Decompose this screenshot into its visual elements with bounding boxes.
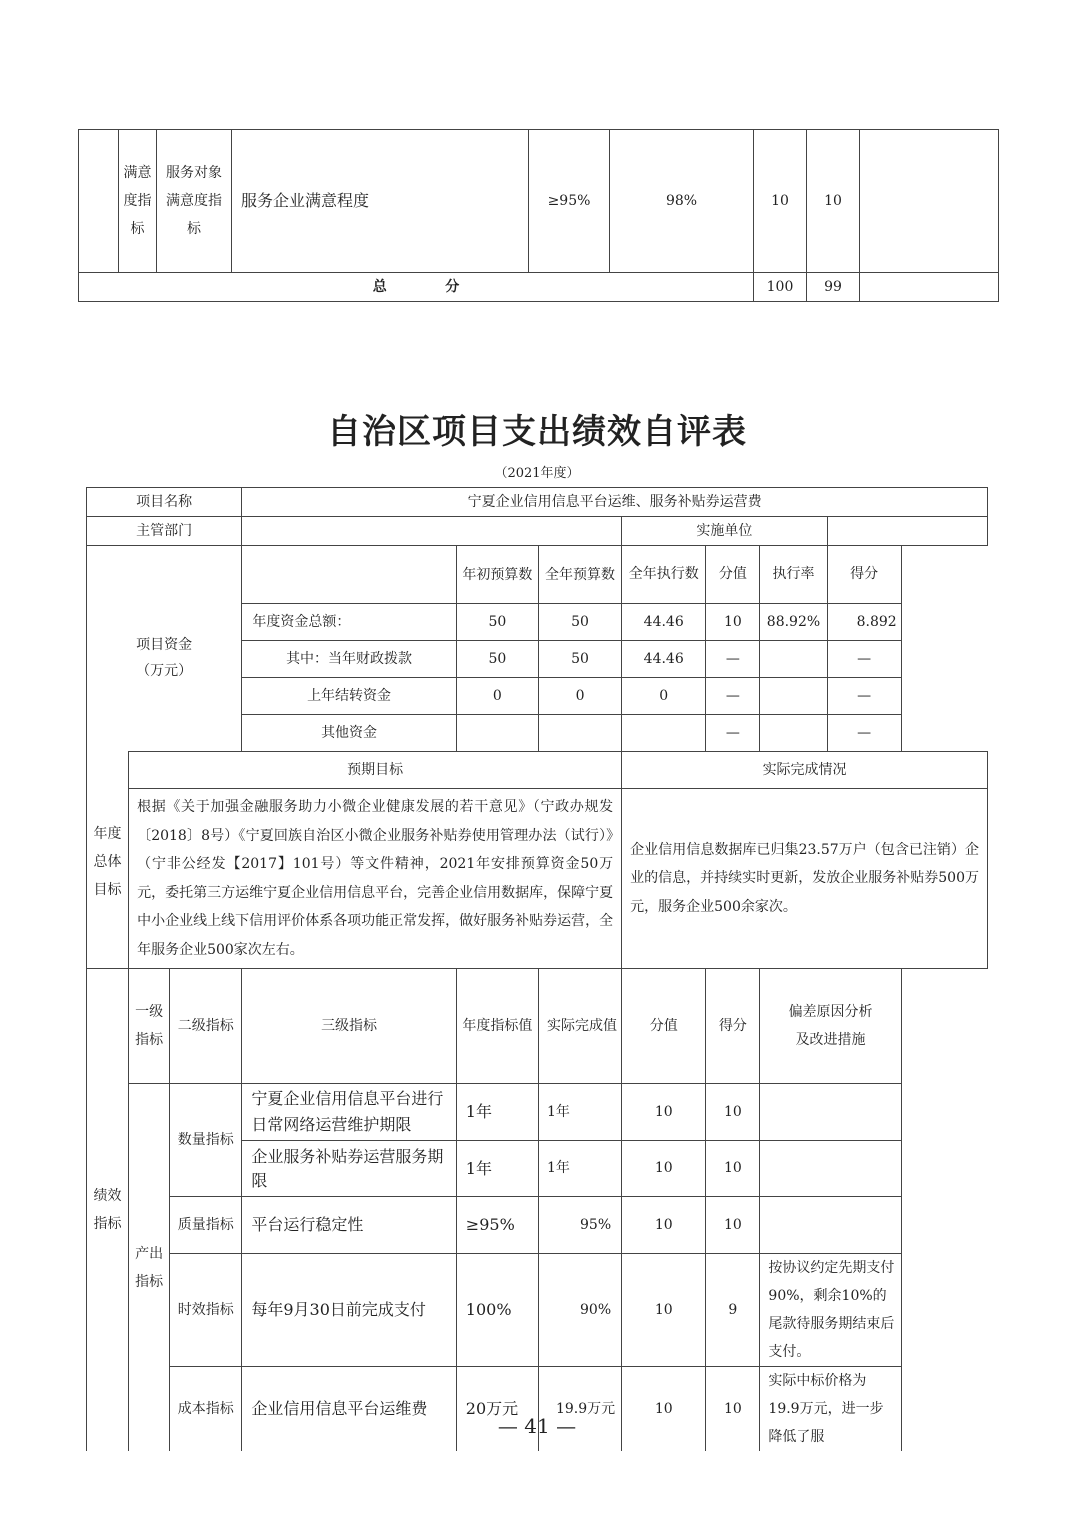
perf-row-indicator: 企业服务补贴券运营服务期限 [242, 1141, 456, 1197]
perf-row-reason [760, 1084, 901, 1141]
expected-goal-text: 根据《关于加强金融服务助力小微企业健康发展的若干意见》（宁政办规发〔2018〕8号）《宁夏回族自治区小微企业服务补贴券使用管理办法（试行）》（宁非公经发【2017】101号）等文件精神，2021年安排预算资金50万元，委托第三方运维宁夏企业信用信息平台，完善企业信用数据库，保障宁夏中小企业线上线下信用评价体系各项功能正常发挥，做好服务补贴券运营，全年服务企业500家次左右。 [129, 789, 622, 969]
perf-header-reason [760, 969, 901, 1084]
perf-row-actual: 1年 [538, 1141, 621, 1197]
perf-row-weight: 10 [622, 1367, 706, 1452]
score-value: 10 [807, 130, 860, 273]
perf-row-reason [760, 1197, 901, 1254]
perf-row-actual: 1年 [538, 1084, 621, 1141]
group-quality: 质量指标 [170, 1197, 242, 1254]
funds-row-weight: — [706, 715, 760, 752]
total-weight: 100 [754, 273, 807, 302]
perf-row-weight: 10 [622, 1254, 706, 1367]
perf-row-indicator: 每年9月30日前完成支付 [242, 1254, 456, 1367]
perf-header-level2: 二级指标 [170, 969, 242, 1084]
funds-row-executed: 44.46 [622, 641, 706, 678]
funds-row-full [538, 715, 621, 752]
perf-row-target: ≥95% [456, 1197, 538, 1254]
dept-value [242, 517, 622, 546]
group-timeliness: 时效指标 [170, 1254, 242, 1367]
page-number: — 41 — [497, 1414, 577, 1438]
funds-row-score: — [827, 678, 901, 715]
project-name-label: 项目名称 [87, 488, 242, 517]
perf-row-weight: 10 [622, 1084, 706, 1141]
page-title: 自治区项目支出绩效自评表 [327, 412, 747, 452]
level1-output: 产出指标 [129, 1084, 170, 1452]
perf-row-target: 1年 [456, 1141, 538, 1197]
actual-completion-text: 企业信用信息数据库已归集23.57万户（包含已注销）企业的信息，并持续实时更新，发放企业服务补贴券500万元，服务企业500余家次。 [622, 789, 988, 969]
funds-row-rate [760, 678, 827, 715]
funds-row-initial [456, 715, 538, 752]
target-value: ≥95% [529, 130, 610, 273]
funds-row-executed: 0 [622, 678, 706, 715]
funds-row-rate: 88.92% [760, 604, 827, 641]
funds-row-rate [760, 715, 827, 752]
perf-header-target: 年度指标值 [456, 969, 538, 1084]
funds-row-executed: 44.46 [622, 604, 706, 641]
perf-row-target: 20万元 [456, 1367, 538, 1452]
funds-header-initial: 年初预算数 [456, 546, 538, 604]
group-cost: 成本指标 [170, 1367, 242, 1452]
perf-row-indicator: 宁夏企业信用信息平台进行日常网络运营维护期限 [242, 1084, 456, 1141]
total-label: 总 分 [79, 273, 754, 302]
funds-row-label: 其他资金 [242, 715, 456, 752]
perf-row-actual: 95% [538, 1197, 621, 1254]
perf-header-reason-line1: 偏差原因分析 [788, 1004, 873, 1020]
funds-row-full: 50 [538, 604, 621, 641]
perf-header-weight: 分值 [622, 969, 706, 1084]
impl-unit-label: 实施单位 [622, 517, 827, 546]
level2-satisfaction: 服务对象满意度指标 [157, 130, 232, 273]
perf-row-reason [760, 1141, 901, 1197]
funds-row-initial: 50 [456, 604, 538, 641]
perf-row-indicator: 企业信用信息平台运维费 [242, 1367, 456, 1452]
blank-cell [79, 130, 119, 273]
funds-row-label: 上年结转资金 [242, 678, 456, 715]
group-quantity: 数量指标 [170, 1084, 242, 1197]
perf-row-target: 1年 [456, 1084, 538, 1141]
funds-header-blank [242, 546, 456, 604]
perf-row-weight: 10 [622, 1197, 706, 1254]
perf-row-reason: 实际中标价格为19.9万元，进一步降低了服 [760, 1367, 901, 1452]
evaluation-table [86, 487, 988, 1451]
funds-label [87, 546, 242, 752]
perf-header-reason-line2: 及改进措施 [795, 1032, 866, 1048]
funds-row-weight: — [706, 641, 760, 678]
weight-value: 10 [754, 130, 807, 273]
perf-row-actual: 19.9万元 [538, 1367, 621, 1452]
funds-row-score: — [827, 715, 901, 752]
dept-label: 主管部门 [87, 517, 242, 546]
perf-header-level1: 一级指标 [129, 969, 170, 1084]
funds-row-score: — [827, 641, 901, 678]
indicator-satisfaction: 服务企业满意程度 [232, 130, 529, 273]
project-name-value: 宁夏企业信用信息平台运维、服务补贴券运营费 [242, 488, 988, 517]
funds-header-executed: 全年执行数 [622, 546, 706, 604]
perf-row-score: 9 [706, 1254, 760, 1367]
funds-row-label: 年度资金总额： [242, 604, 456, 641]
level1-satisfaction: 满意度指标 [119, 130, 157, 273]
perf-row-reason: 按协议约定先期支付90%，剩余10%的尾款待服务期结束后支付。 [760, 1254, 901, 1367]
funds-row-rate [760, 641, 827, 678]
funds-header-weight: 分值 [706, 546, 760, 604]
funds-label-line1: 项目资金 [136, 636, 193, 653]
reason-cell [860, 130, 999, 273]
funds-row-label: 其中：当年财政拨款 [242, 641, 456, 678]
total-score: 99 [807, 273, 860, 302]
year-label: （2021年度） [494, 466, 580, 481]
expected-goal-header: 预期目标 [129, 752, 622, 789]
perf-row-target: 100% [456, 1254, 538, 1367]
perf-header-score: 得分 [706, 969, 760, 1084]
funds-row-weight: 10 [706, 604, 760, 641]
perf-row-weight: 10 [622, 1141, 706, 1197]
funds-row-full: 0 [538, 678, 621, 715]
perf-row-score: 10 [706, 1197, 760, 1254]
funds-row-score: 8.892 [827, 604, 901, 641]
funds-row-initial: 50 [456, 641, 538, 678]
actual-completion-header: 实际完成情况 [622, 752, 988, 789]
funds-row-executed [622, 715, 706, 752]
top-score-table [78, 129, 999, 302]
funds-label-line2: （万元） [136, 662, 193, 679]
perf-row-score: 10 [706, 1141, 760, 1197]
funds-header-score: 得分 [827, 546, 901, 604]
annual-goal-side-label: 年度总体目标 [87, 752, 129, 969]
funds-header-full: 全年预算数 [538, 546, 621, 604]
funds-row-initial: 0 [456, 678, 538, 715]
funds-row-weight: — [706, 678, 760, 715]
total-reason-cell [860, 273, 999, 302]
perf-header-actual: 实际完成值 [538, 969, 621, 1084]
perf-row-indicator: 平台运行稳定性 [242, 1197, 456, 1254]
perf-side-label: 绩效指标 [87, 969, 129, 1452]
perf-header-level3: 三级指标 [242, 969, 456, 1084]
funds-header-rate: 执行率 [760, 546, 827, 604]
actual-value: 98% [610, 130, 754, 273]
impl-unit-value [827, 517, 987, 546]
funds-row-full: 50 [538, 641, 621, 678]
perf-row-actual: 90% [538, 1254, 621, 1367]
perf-row-score: 10 [706, 1367, 760, 1452]
perf-row-score: 10 [706, 1084, 760, 1141]
